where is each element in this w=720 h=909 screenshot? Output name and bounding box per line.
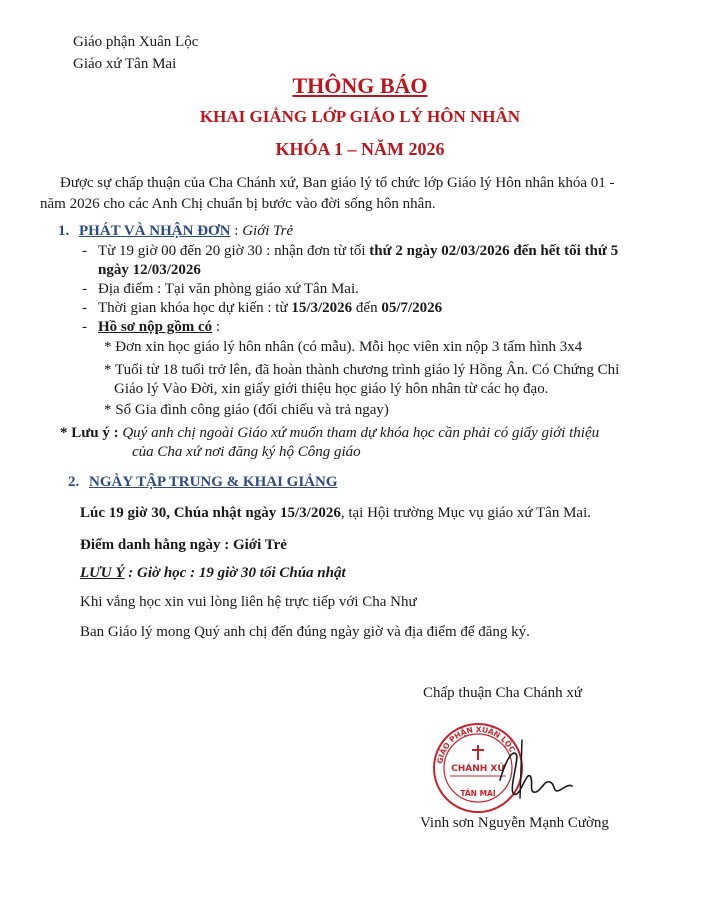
document-item: * Tuổi từ 18 tuổi trở lên, đã hoàn thành chương trình giáo lý Hồng Ân. Có Chứng Chỉ — [104, 362, 620, 378]
course-duration-mid: đến — [352, 300, 382, 316]
required-documents — [98, 319, 220, 336]
section-1-heading-sep: : — [230, 223, 243, 239]
opening-time-date: Lúc 19 giờ 30, Chúa nhật ngày 15/3/2026 — [80, 505, 341, 521]
stamp-top-text: GIÁO PHẬN XUÂN LỘC — [435, 724, 517, 765]
signature-stroke-icon — [520, 740, 522, 798]
stamp-center-text: CHÁNH XỨ — [451, 764, 505, 774]
section-1-note — [60, 425, 599, 442]
closing-note: Ban Giáo lý mong Quý anh chị đến đúng ngày giờ và địa điểm để đăng ký. — [80, 624, 530, 640]
section-1-heading-note: Giới Trẻ — [242, 223, 294, 239]
course-duration-start: 15/3/2026 — [291, 300, 353, 316]
document-item-continued: Giáo lý Vào Đời, xin giấy giới thiệu học giáo lý hôn nhân từ các họ đạo. — [114, 381, 549, 397]
section-1-note-continued: của Cha xứ nơi đăng ký hộ Công giáo — [132, 444, 361, 460]
opening-time — [80, 505, 591, 522]
parish-label: Giáo xứ Tân Mai — [73, 56, 177, 72]
document-item: * Sổ Gia đình công giáo (đối chiếu và trả ngay) — [104, 402, 389, 418]
class-time-note-text: : Giờ học : 19 giờ 30 tối Chúa nhật — [128, 565, 346, 581]
registration-time-dates: thứ 2 ngày 02/03/2026 đến hết tối thứ 5 — [369, 243, 619, 259]
course-duration-end: 05/7/2026 — [381, 300, 443, 316]
signatory-name: Vinh sơn Nguyễn Mạnh Cường — [420, 815, 609, 831]
bullet-dash: - — [82, 281, 87, 297]
parish-stamp — [430, 720, 580, 815]
page-subtitle: KHAI GIẢNG LỚP GIÁO LÝ HÔN NHÂN — [199, 107, 521, 126]
section-1-heading: PHÁT VÀ NHẬN ĐƠN — [79, 223, 231, 239]
page-title: THÔNG BÁO — [292, 73, 428, 98]
section-2-number: 2. — [68, 474, 80, 490]
course-title: KHÓA 1 – NĂM 2026 — [275, 139, 445, 159]
course-duration — [98, 300, 442, 317]
diocese-label: Giáo phận Xuân Lộc — [73, 34, 199, 50]
bullet-dash: - — [82, 300, 87, 316]
registration-time-prefix: Từ 19 giờ 00 đến 20 giờ 30 : nhận đơn từ tối — [98, 243, 370, 259]
section-2-heading: NGÀY TẬP TRUNG & KHAI GIẢNG — [89, 474, 338, 490]
opening-time-place: , tại Hội trường Mục vụ giáo xứ Tân Mai. — [340, 505, 591, 521]
intro-line-2: năm 2026 cho các Anh Chị chuẩn bị bước vào đời sống hôn nhân. — [40, 196, 436, 212]
intro-line-1: Được sự chấp thuận của Cha Chánh xứ, Ban giáo lý tổ chức lớp Giáo lý Hôn nhân khóa 01 - — [60, 175, 615, 191]
contact-note: Khi vắng học xin vui lòng liên hệ trực tiếp với Cha Như — [80, 594, 417, 610]
bullet-dash: - — [82, 243, 87, 259]
svg-text:GIÁO PHẬN XUÂN LỘC — [435, 725, 517, 764]
section-1-note-text: Quý anh chị ngoài Giáo xứ muốn tham dự khóa học cần phải có giấy giới thiệu — [122, 425, 600, 441]
required-documents-label: Hồ sơ nộp gồm có — [98, 319, 213, 335]
section-1-note-label: * Lưu ý : — [60, 425, 119, 441]
approval-label: Chấp thuận Cha Chánh xứ — [423, 685, 582, 701]
registration-time-end: ngày 12/03/2026 — [98, 262, 201, 278]
required-documents-colon: : — [212, 319, 221, 335]
stamp-bottom-text: TÂN MAI — [460, 789, 496, 798]
section-2-heading-row — [68, 474, 338, 491]
registration-time — [98, 243, 618, 260]
section-1-heading-row — [58, 223, 293, 240]
document-item: * Đơn xin học giáo lý hôn nhân (có mẫu). Mỗi học viên xin nộp 3 tấm hình 3x4 — [104, 339, 583, 355]
class-time-note-label: LƯU Ý — [80, 565, 125, 581]
class-time-note — [80, 565, 346, 582]
attendance-note: Điểm danh hằng ngày : Giới Trẻ — [80, 537, 287, 553]
course-duration-prefix: Thời gian khóa học dự kiến : từ — [98, 300, 292, 316]
bullet-dash: - — [82, 319, 87, 335]
section-1-number: 1. — [58, 223, 70, 239]
registration-place: Địa điểm : Tại văn phòng giáo xứ Tân Mai. — [98, 281, 359, 297]
